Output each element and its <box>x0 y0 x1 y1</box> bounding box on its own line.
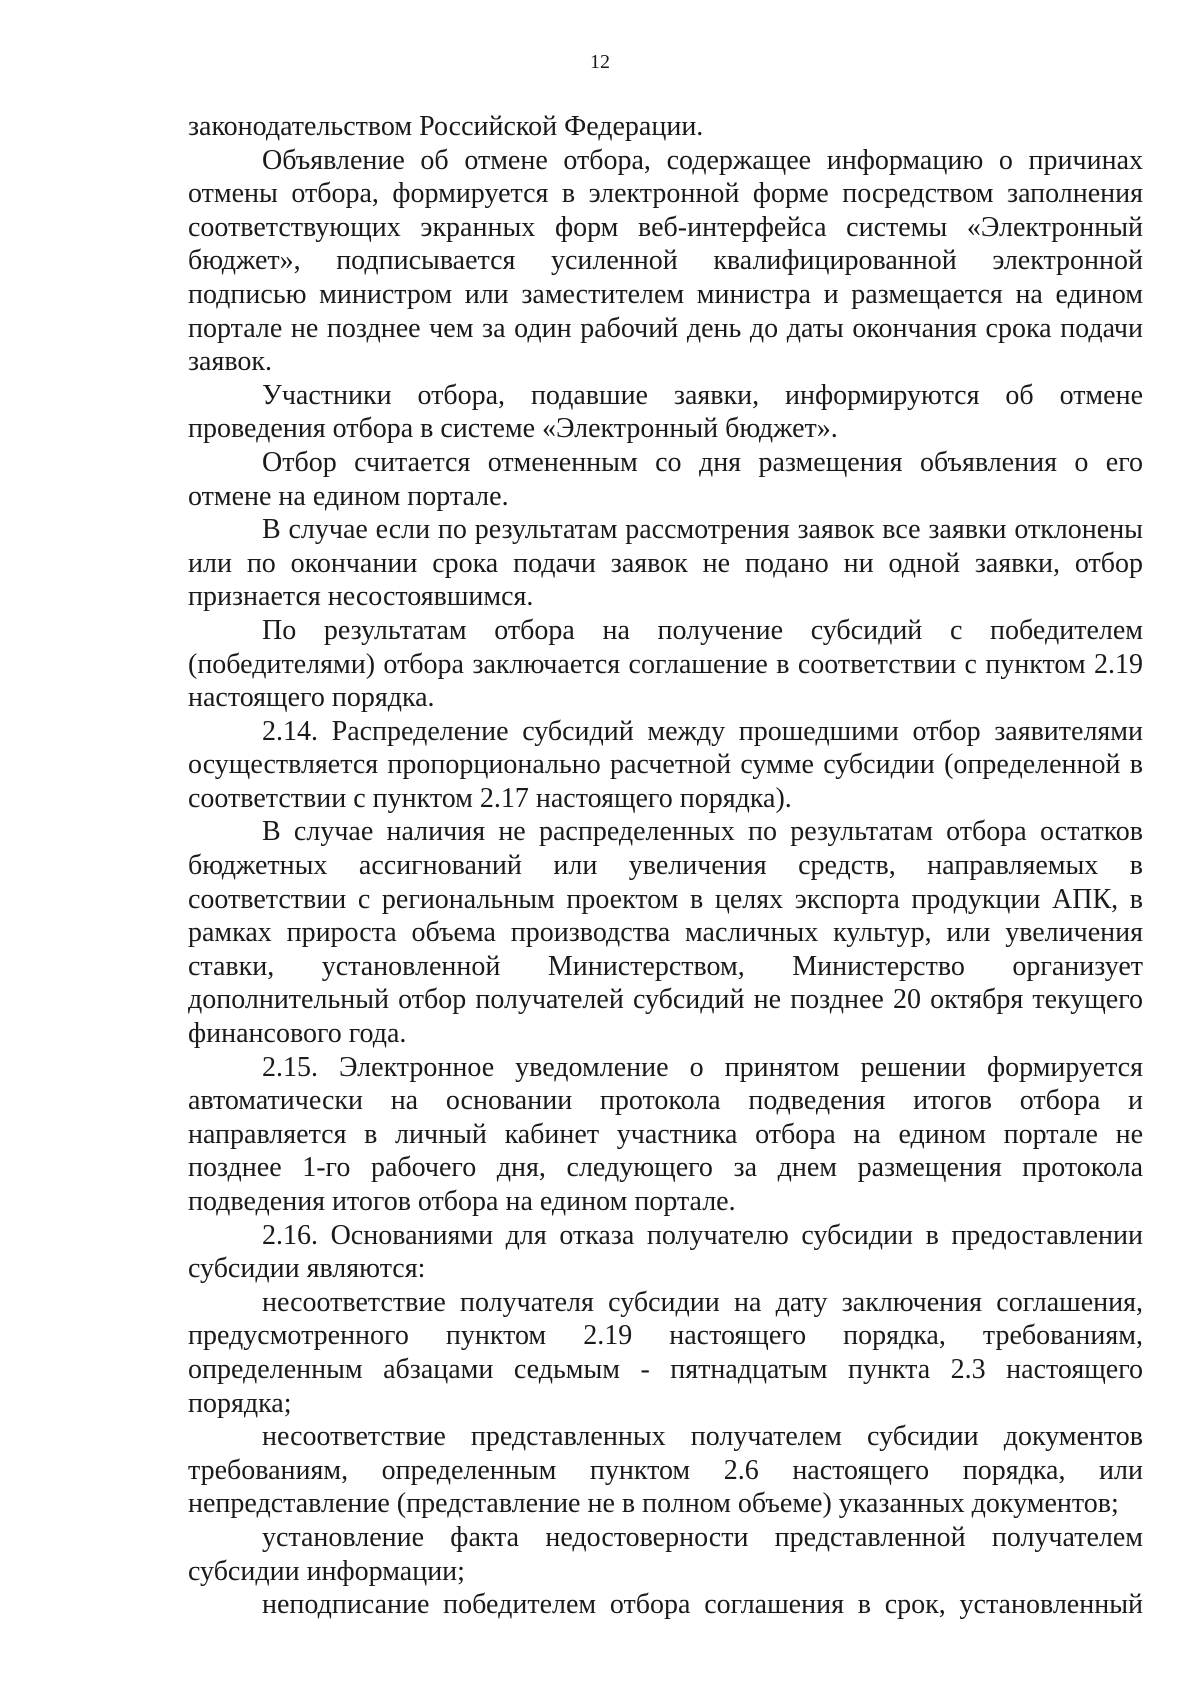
paragraph-2-14: 2.14. Распределение субсидий между прошедшими отбор заявителями осуществляется пропорционально расчетной сумме субсидии (определенной в соответствии с пунктом 2.17 настоящего порядка). <box>188 715 1143 814</box>
list-item-refusal-ground-1: несоответствие получателя субсидии на дату заключения соглашения, предусмотренного пунктом 2.19 настоящего порядка, требованиям, определенным абзацами седьмым - пятнадцатым пункта 2.3 настоящего порядка; <box>188 1286 1143 1419</box>
document-body <box>188 110 1143 1622</box>
paragraph-participants-informed: Участники отбора, подавшие заявки, информируются об отмене проведения отбора в системе «Электронный бюджет». <box>188 379 1143 445</box>
list-item-refusal-ground-2: несоответствие представленных получателем субсидии документов требованиям, определенным пунктом 2.6 настоящего порядка, или непредставление (представление не в полном объеме) указанных документов; <box>188 1421 1143 1520</box>
page-number: 12 <box>590 51 610 73</box>
list-item-refusal-ground-4: неподписание победителем отбора соглашения в срок, установленный <box>262 1589 1143 1621</box>
paragraph-selection-cancelled: Отбор считается отмененным со дня размещения объявления о его отмене на едином портале. <box>188 446 1143 512</box>
paragraph-cancellation-announcement: Объявление об отмене отбора, содержащее информацию о причинах отмены отбора, формируется в электронной форме посредством заполнения соответствующих экранных форм веб-интерфейса системы «Электронный бюджет», подписывается усиленной квалифицированной электронной подписью министром или заместителем министра и размещается на едином портале не позднее чем за один рабочий день до даты окончания срока подачи заявок. <box>188 144 1143 378</box>
paragraph-2-15: 2.15. Электронное уведомление о принятом решении формируется автоматически на основании протокола подведения итогов отбора и направляется в личный кабинет участника отбора на едином портале не позднее 1-го рабочего дня, следующего за днем размещения протокола подведения итогов отбора на едином портале. <box>188 1051 1143 1217</box>
paragraph-selection-failed: В случае если по результатам рассмотрения заявок все заявки отклонены или по окончании срока подачи заявок не подано ни одной заявки, отбор признается несостоявшимся. <box>188 514 1143 613</box>
paragraph-continuation: законодательством Российской Федерации. <box>188 111 704 142</box>
paragraph-2-16: 2.16. Основаниями для отказа получателю субсидии в предоставлении субсидии являются: <box>188 1219 1143 1285</box>
paragraph-agreement-concluded: По результатам отбора на получение субсидий с победителем (победителями) отбора заключается соглашение в соответствии с пунктом 2.19 настоящего порядка. <box>188 614 1143 714</box>
list-item-refusal-ground-3: установление факта недостоверности представленной получателем субсидии информации; <box>188 1521 1143 1587</box>
paragraph-additional-selection: В случае наличия не распределенных по результатам отбора остатков бюджетных ассигнований или увеличения средств, направляемых в соответствии с региональным проектом в целях экспорта продукции АПК, в рамках прироста объема производства масличных культур, или увеличения ставки, установленной Министерством, Министерство организует дополнительный отбор получателей субсидий не позднее 20 октября текущего финансового года. <box>188 816 1143 1050</box>
